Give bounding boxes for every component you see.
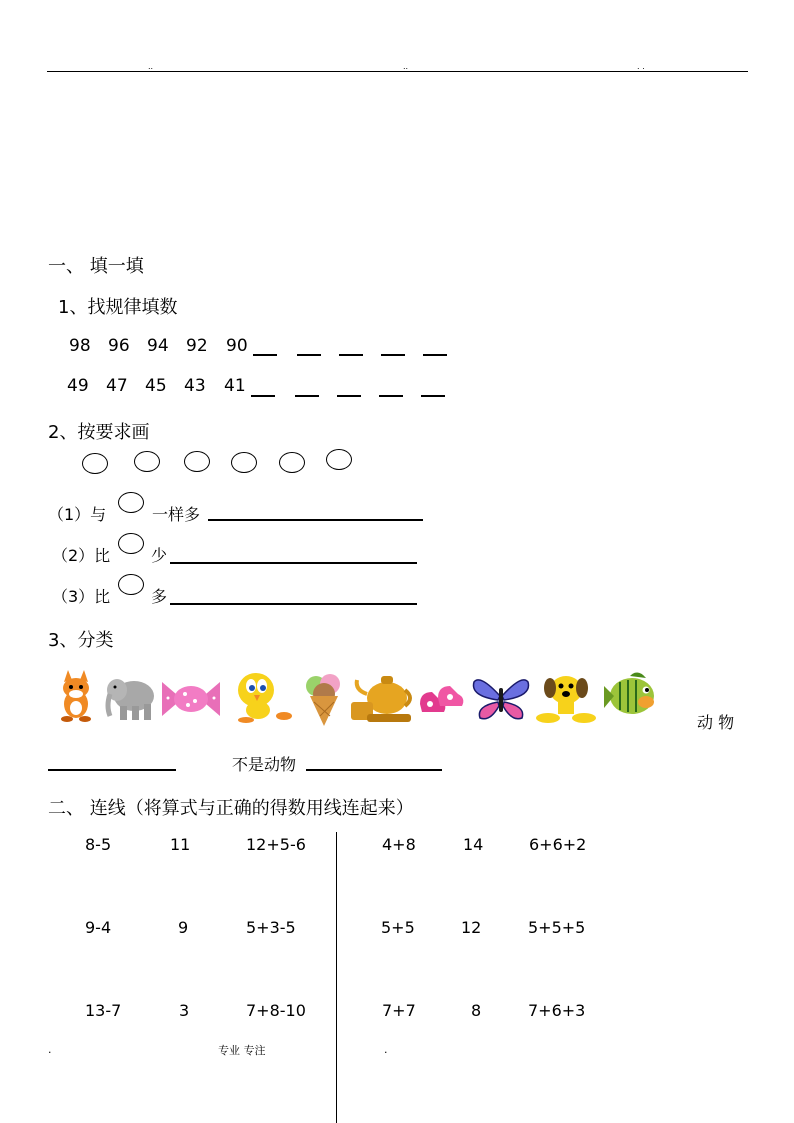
answer-blank[interactable] (253, 354, 277, 356)
circle-shape (231, 452, 257, 473)
answer-blank[interactable] (251, 395, 275, 397)
header-mark-left: .. (148, 62, 154, 71)
animal-category-label: 动 物 (697, 713, 735, 732)
answer-blank[interactable] (295, 395, 319, 397)
question-2-title: 2、按要求画 (48, 422, 150, 443)
answer-blank[interactable] (339, 354, 363, 356)
draw-item-prefix: （3）比 (52, 587, 111, 606)
butterfly-icon (470, 674, 532, 724)
header-rule (47, 71, 748, 72)
fish-icon (600, 668, 662, 724)
equation[interactable]: 13-7 (85, 1001, 122, 1020)
shoes-icon (416, 680, 468, 720)
circle-shape (134, 451, 160, 472)
teapot-icon (349, 668, 415, 724)
answer-blank[interactable] (421, 395, 445, 397)
dog-icon (534, 670, 598, 724)
answer-blank[interactable] (379, 395, 403, 397)
answer-value[interactable]: 12 (461, 918, 482, 937)
non-animal-category-label: 不是动物 (232, 755, 297, 774)
sequence-number: 98 (69, 336, 91, 356)
question-1-title: 1、找规律填数 (58, 297, 178, 318)
question-3-title: 3、分类 (48, 630, 114, 651)
circle-shape (118, 574, 144, 595)
footer-mark-left: . (48, 1043, 52, 1056)
circle-shape (279, 452, 305, 473)
answer-line[interactable] (170, 603, 417, 605)
ice-cream-icon (300, 672, 348, 726)
draw-item-suffix: 少 (151, 546, 168, 565)
footer-text: 专业 专注 (218, 1044, 266, 1057)
answer-blank[interactable] (297, 354, 321, 356)
equation[interactable]: 9-4 (85, 918, 112, 937)
equation[interactable]: 5+3-5 (246, 918, 296, 937)
answer-blank[interactable] (337, 395, 361, 397)
animal-answer-line[interactable] (48, 769, 176, 771)
sequence-number: 94 (147, 336, 169, 356)
elephant-icon (104, 672, 160, 722)
equation[interactable]: 8-5 (85, 835, 112, 854)
sequence-number: 47 (106, 376, 128, 396)
answer-value[interactable]: 3 (179, 1001, 190, 1020)
non-animal-answer-line[interactable] (306, 769, 442, 771)
sequence-number: 90 (226, 336, 248, 356)
candy-icon (160, 676, 222, 720)
equation[interactable]: 5+5 (381, 918, 415, 937)
fox-icon (50, 668, 102, 724)
sequence-number: 45 (145, 376, 167, 396)
draw-item-suffix: 多 (151, 587, 168, 606)
equation[interactable]: 12+5-6 (246, 835, 306, 854)
section-title-connect: 二、 连线（将算式与正确的得数用线连起来） (48, 798, 414, 819)
answer-line[interactable] (208, 519, 423, 521)
draw-item-suffix: 一样多 (152, 505, 201, 524)
equation[interactable]: 7+8-10 (246, 1001, 306, 1020)
draw-item-prefix: （2）比 (52, 546, 111, 565)
answer-blank[interactable] (381, 354, 405, 356)
circle-shape (184, 451, 210, 472)
circle-shape (118, 533, 144, 554)
answer-value[interactable]: 9 (178, 918, 189, 937)
equation[interactable]: 7+6+3 (528, 1001, 586, 1020)
section-title-fill: 一、 填一填 (48, 256, 144, 277)
header-mark-right: . . (637, 62, 645, 71)
answer-line[interactable] (170, 562, 417, 564)
header-mark-center: .. (403, 62, 409, 71)
sequence-number: 41 (224, 376, 246, 396)
footer-mark-right: . (384, 1043, 388, 1056)
equation[interactable]: 7+7 (382, 1001, 416, 1020)
answer-value[interactable]: 11 (170, 835, 191, 854)
sequence-number: 92 (186, 336, 208, 356)
answer-blank[interactable] (423, 354, 447, 356)
sequence-number: 43 (184, 376, 206, 396)
column-divider (336, 832, 337, 1123)
equation[interactable]: 6+6+2 (529, 835, 587, 854)
equation[interactable]: 4+8 (382, 835, 416, 854)
circle-shape (118, 492, 144, 513)
sequence-number: 49 (67, 376, 89, 396)
answer-value[interactable]: 8 (471, 1001, 482, 1020)
answer-value[interactable]: 14 (463, 835, 484, 854)
sequence-number: 96 (108, 336, 130, 356)
draw-item-prefix: （1）与 (48, 505, 107, 524)
circle-shape (326, 449, 352, 470)
equation[interactable]: 5+5+5 (528, 918, 586, 937)
circle-shape (82, 453, 108, 474)
bird-icon (226, 668, 294, 724)
